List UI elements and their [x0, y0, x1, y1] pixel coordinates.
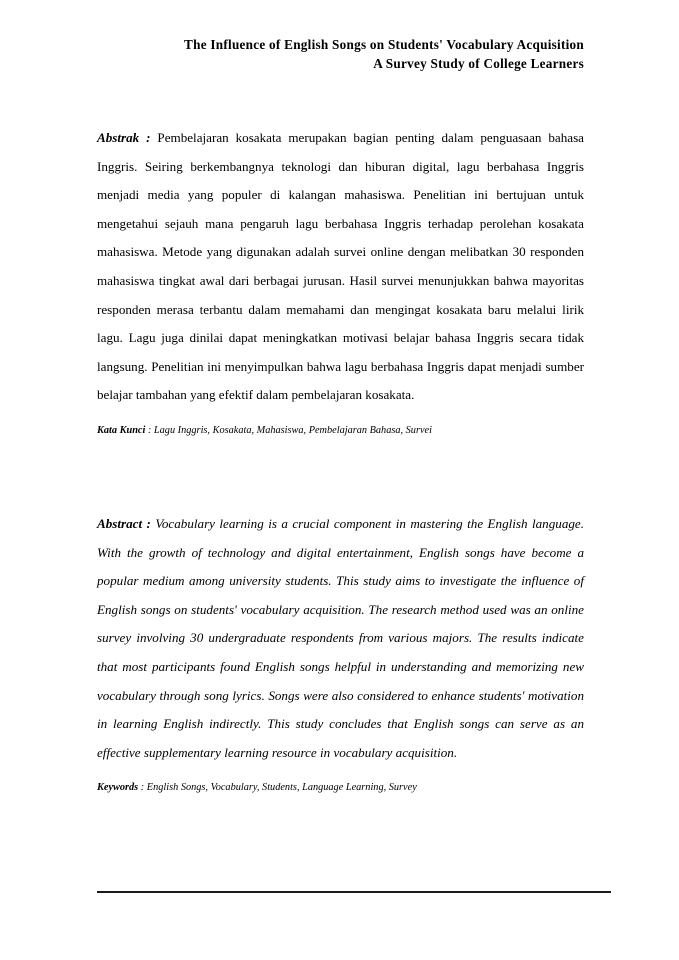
spacer-between-abstracts — [97, 438, 584, 510]
indonesian-keywords-line — [97, 423, 584, 438]
title-line-1: The Influence of English Songs on Students' Vocabulary Acquisition — [184, 37, 584, 52]
indonesian-abstract-paragraph — [97, 124, 584, 410]
indonesian-keywords-label: Kata Kunci — [97, 424, 146, 436]
spacer-english-keywords — [97, 767, 584, 780]
title-line-2: A Survey Study of College Learners — [373, 55, 584, 71]
abstract-column — [97, 124, 584, 795]
indonesian-keywords-value: : Lagu Inggris, Kosakata, Mahasiswa, Pembelajaran Bahasa, Survei — [145, 424, 432, 436]
footer-divider — [97, 891, 611, 893]
page-title — [97, 36, 584, 73]
english-keywords-value: : English Songs, Vocabulary, Students, Language Learning, Survey — [138, 782, 417, 794]
indonesian-abstract-body: Pembelajaran kosakata merupakan bagian penting dalam penguasaan bahasa Inggris. Seiring berkembangnya teknologi dan hiburan digital, lagu berbahasa Inggris menjadi media yang populer di kalangan mahasiswa. Penelitian ini bertujuan untuk mengetahui sejauh mana pengaruh lagu berbahasa Inggris terhadap perolehan kosakata mahasiswa. Metode yang digunakan adalah survei online dengan melibatkan 30 responden mahasiswa tingkat awal dari berbagai jurusan. Hasil survei menunjukkan bahwa mayoritas responden merasa terbantu dalam memahami dan mengingat kosakata baru melalui lirik lagu. Lagu juga dinilai dapat meningkatkan motivasi belajar bahasa Inggris secara tidak langsung. Penelitian ini menyimpulkan bahwa lagu berbahasa Inggris dapat menjadi sumber belajar tambahan yang efektif dalam pembelajaran kosakata. — [97, 130, 584, 403]
english-abstract-paragraph — [97, 510, 584, 767]
english-keywords-line — [97, 780, 584, 795]
indonesian-abstract-label: Abstrak : — [97, 130, 151, 145]
spacer-indonesian-keywords — [97, 410, 584, 423]
english-abstract-label: Abstract : — [97, 515, 151, 531]
english-keywords-label: Keywords — [97, 782, 139, 794]
english-abstract-body: Vocabulary learning is a crucial component in mastering the English language. With the growth of technology and digital entertainment, English songs have become a popular medium among university students. This study aims to investigate the influence of English songs on students' vocabulary acquisition. The research method used was an online survey involving 30 undergraduate respondents from various majors. The results indicate that most participants found English songs helpful in understanding and memorizing new vocabulary through song lyrics. Songs were also considered to enhance students' motivation in learning English indirectly. This study concludes that English songs can serve as an effective supplementary learning resource in vocabulary acquisition. — [97, 515, 585, 760]
